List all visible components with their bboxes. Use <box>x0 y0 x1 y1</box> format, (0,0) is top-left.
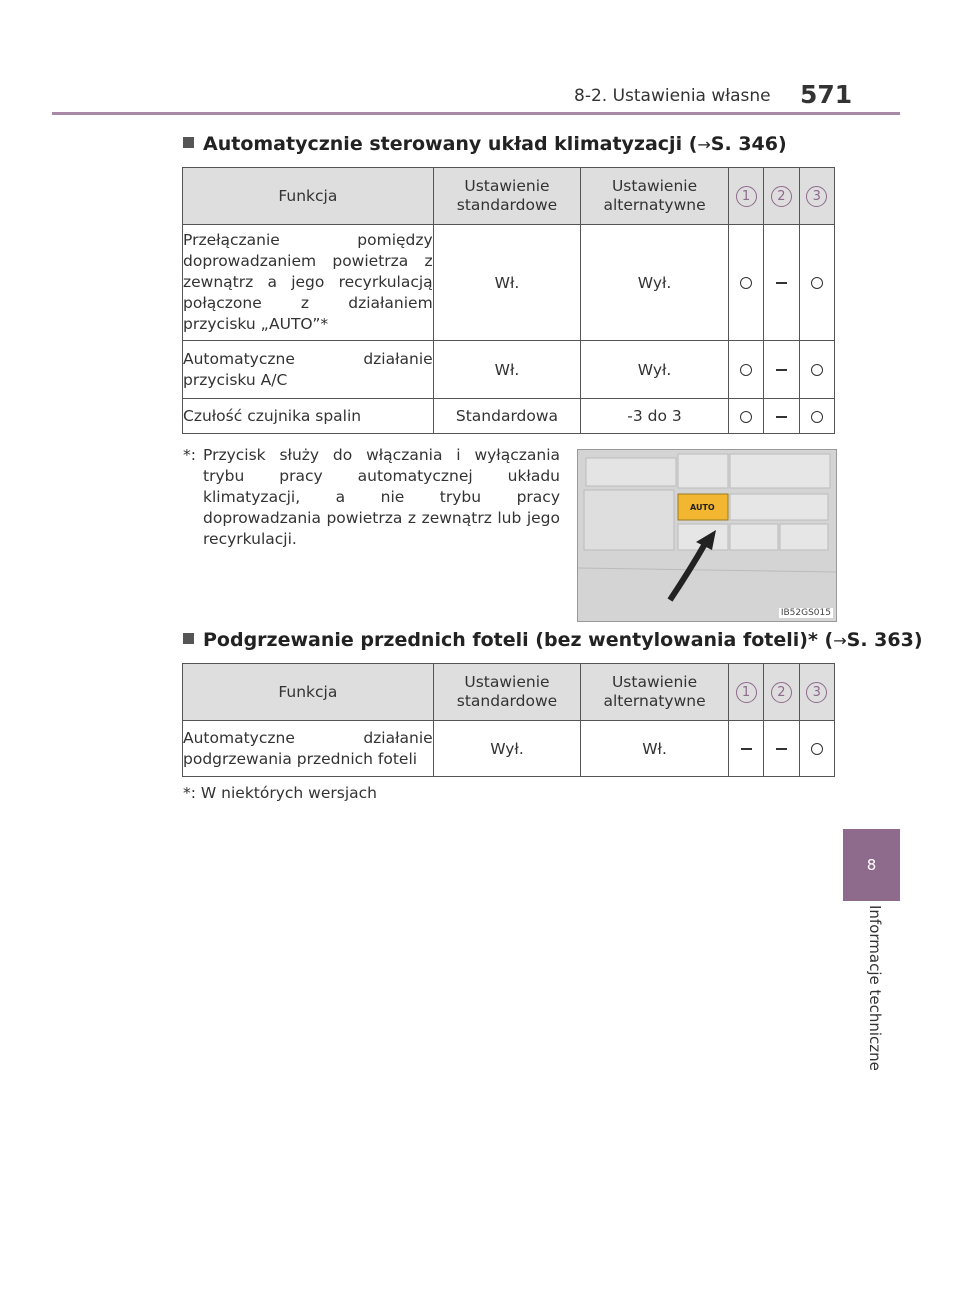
circle-mark-icon <box>740 364 752 376</box>
circle-mark-icon <box>811 364 823 376</box>
chapter-tab <box>843 829 900 901</box>
column-header-default: Ustawienie standardowe <box>433 664 581 721</box>
mark-cell <box>799 721 834 777</box>
row-alternative: -3 do 3 <box>581 399 729 434</box>
table-header-row <box>183 664 835 721</box>
mark-cell <box>728 225 763 341</box>
control-panel-drawing <box>578 450 836 621</box>
footnote-climate <box>183 445 560 550</box>
circle-mark-icon <box>740 277 752 289</box>
circle-mark-icon <box>811 743 823 755</box>
column-header-2: 2 <box>764 664 799 721</box>
dash-mark-icon <box>741 748 752 750</box>
dash-mark-icon <box>776 748 787 750</box>
mark-cell <box>764 225 799 341</box>
row-default: Wł. <box>433 225 581 341</box>
table-row <box>183 225 835 341</box>
mark-cell <box>728 721 763 777</box>
column-header-default: Ustawienie standardowe <box>433 168 581 225</box>
seat-heating-table <box>182 663 835 777</box>
table-header-row <box>183 168 835 225</box>
arrow-icon: → <box>833 631 847 650</box>
header-rule <box>52 112 900 115</box>
section-heading-climate: Automatycznie sterowany układ klimatyzacji (→S. 346) <box>183 133 787 155</box>
column-header-1: 1 <box>728 168 763 225</box>
dash-mark-icon <box>776 416 787 418</box>
column-header-alternative: Ustawienie alternatywne <box>581 664 729 721</box>
dash-mark-icon <box>776 369 787 371</box>
row-alternative: Wł. <box>581 721 729 777</box>
dash-mark-icon <box>776 282 787 284</box>
arrow-icon: → <box>697 135 711 154</box>
mark-cell <box>764 399 799 434</box>
climate-panel-illustration <box>577 449 837 622</box>
square-bullet-icon <box>183 633 194 644</box>
row-function: Czułość czujnika spalin <box>183 399 434 434</box>
row-alternative: Wył. <box>581 341 729 399</box>
row-default: Wł. <box>433 341 581 399</box>
footnote-seat-heating: *: W niektórych wersjach <box>183 784 377 802</box>
mark-cell <box>799 341 834 399</box>
row-function: Automatyczne działanie przycisku A/C <box>183 341 434 399</box>
mark-cell <box>799 399 834 434</box>
page-number: 571 <box>800 80 853 109</box>
illustration-code: IB52GS015 <box>780 608 831 618</box>
column-header-3: 3 <box>799 664 834 721</box>
circle-mark-icon <box>811 411 823 423</box>
table-row <box>183 721 835 777</box>
row-function: Automatyczne działanie podgrzewania przednich foteli <box>183 721 434 777</box>
mark-cell <box>728 399 763 434</box>
circle-mark-icon <box>811 277 823 289</box>
mark-cell <box>764 341 799 399</box>
mark-cell <box>799 225 834 341</box>
column-header-3: 3 <box>799 168 834 225</box>
circle-mark-icon <box>740 411 752 423</box>
mark-cell <box>728 341 763 399</box>
footnote-text: Przycisk służy do włączania i wyłączania trybu pracy automatycznej układu klimatyzacji, a nie trybu pracy doprowadzania powietrza z zewnątrz lub jego recyrkulacji. <box>203 446 560 548</box>
mark-cell <box>764 721 799 777</box>
running-header-section: 8-2. Ustawienia własne <box>574 86 771 106</box>
column-header-alternative: Ustawienie alternatywne <box>581 168 729 225</box>
column-header-2: 2 <box>764 168 799 225</box>
row-default: Standardowa <box>433 399 581 434</box>
chapter-label: Informacje techniczne <box>866 905 884 1071</box>
column-header-function: Funkcja <box>183 664 434 721</box>
table-row <box>183 399 835 434</box>
row-default: Wył. <box>433 721 581 777</box>
row-function: Przełączanie pomiędzy doprowadzaniem powietrza z zewnątrz a jego recyrkulacją połączone z działaniem przycisku „AUTO”* <box>183 225 434 341</box>
chapter-number: 8 <box>866 856 877 874</box>
square-bullet-icon <box>183 137 194 148</box>
row-alternative: Wył. <box>581 225 729 341</box>
footnote-marker: *: <box>183 446 196 464</box>
table-row <box>183 341 835 399</box>
climate-settings-table <box>182 167 835 434</box>
column-header-function: Funkcja <box>183 168 434 225</box>
column-header-1: 1 <box>728 664 763 721</box>
section-heading-seat-heating: Podgrzewanie przednich foteli (bez wentylowania foteli)* (→S. 363) <box>183 629 923 651</box>
auto-button-label: AUTO <box>690 503 715 512</box>
